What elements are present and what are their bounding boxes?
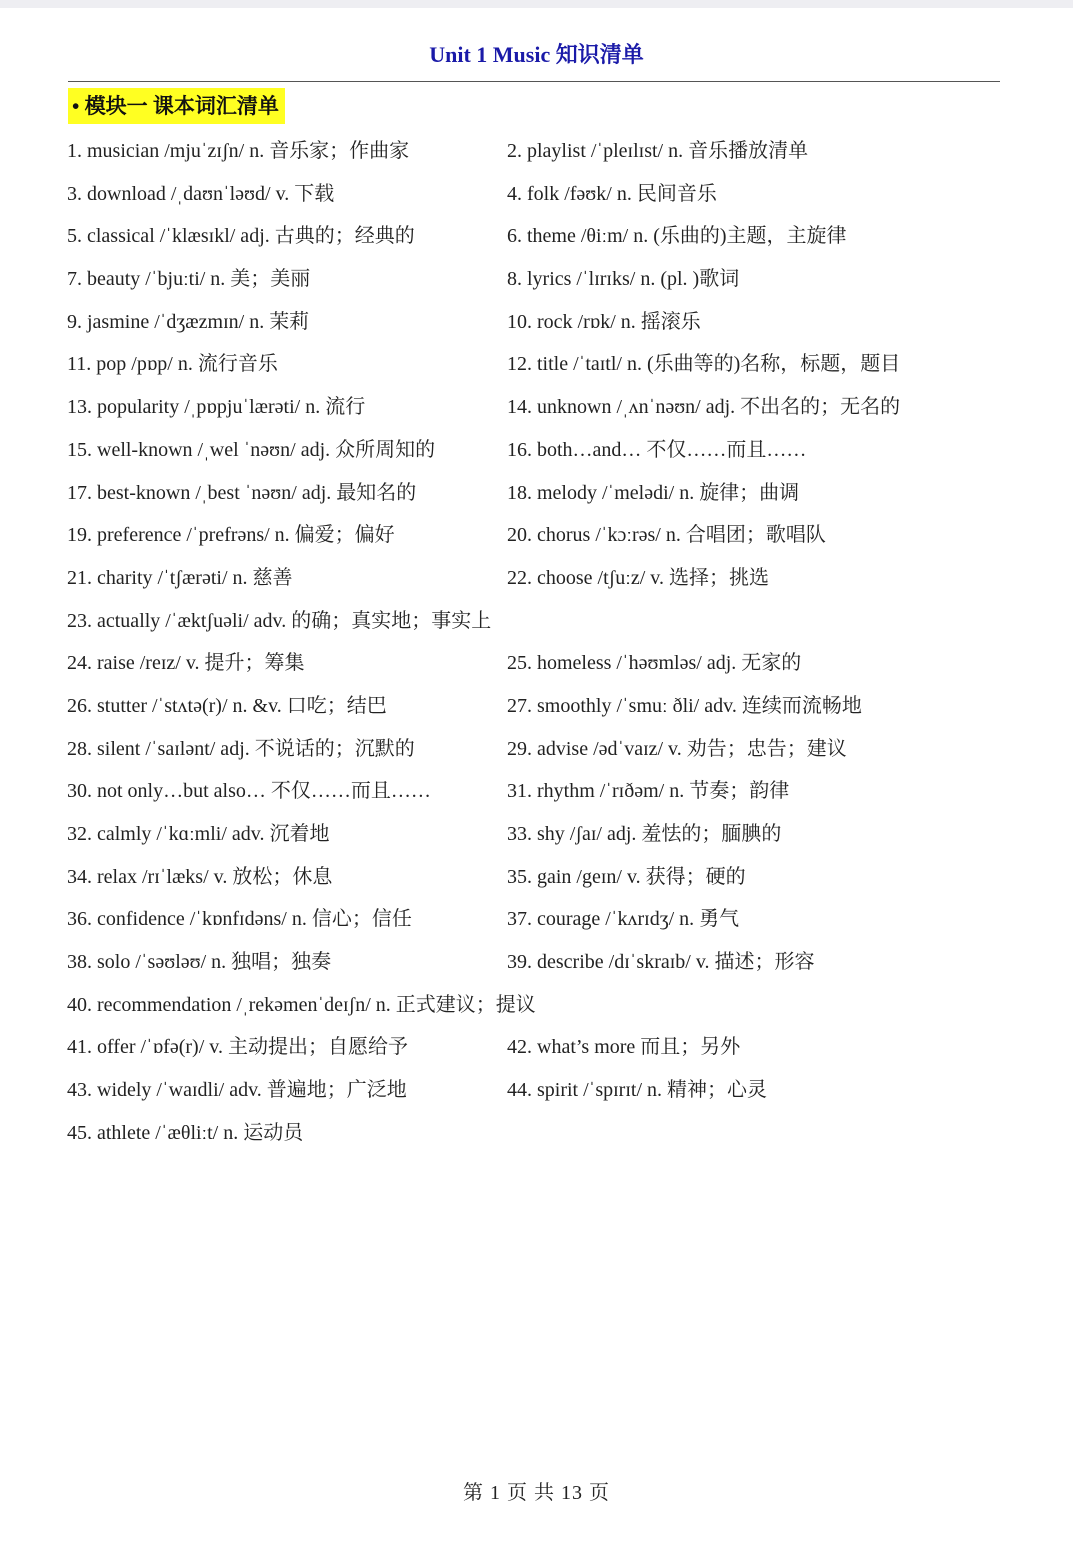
page-footer: 第 1 页 共 13 页 xyxy=(463,1482,610,1504)
vocab-entry-left: 21. charity /ˈtʃærəti/ n. 慈善 xyxy=(67,566,293,589)
vocab-entry-left: 1. musician /mjuˈzɪʃn/ n. 音乐家；作曲家 xyxy=(67,140,410,162)
vocab-row xyxy=(67,429,1007,472)
vocab-entry-right: 22. choose /tʃuːz/ v. 选择；挑选 xyxy=(507,566,770,589)
vocab-row xyxy=(67,258,1007,301)
vocab-entry-right: 18. melody /ˈmelədi/ n. 旋律；曲调 xyxy=(507,481,800,504)
title-divider xyxy=(68,81,1000,82)
vocab-entry-left: 32. calmly /ˈkɑːmli/ adv. 沉着地 xyxy=(67,823,330,845)
vocab-entry-right: 37. courage /ˈkʌrɪdʒ/ n. 勇气 xyxy=(507,908,740,931)
vocab-entry-left: 41. offer /ˈɒfə(r)/ v. 主动提出；自愿给予 xyxy=(67,1036,408,1059)
vocab-row xyxy=(67,600,1007,643)
vocab-entry-left: 24. raise /reɪz/ v. 提升；筹集 xyxy=(67,652,305,675)
vocab-row xyxy=(67,301,1007,344)
vocab-entry-right: 35. gain /geɪn/ v. 获得；硬的 xyxy=(507,865,746,888)
vocab-entry-right: 2. playlist /ˈpleɪlɪst/ n. 音乐播放清单 xyxy=(507,140,809,162)
vocab-entry-right: 33. shy /ʃaɪ/ adj. 羞怯的；腼腆的 xyxy=(507,823,782,845)
vocab-row xyxy=(67,1026,1007,1069)
vocab-entry-left: 34. relax /rɪˈlæks/ v. 放松；休息 xyxy=(67,865,333,888)
section-heading: • 模块一 课本词汇清单 xyxy=(68,88,285,124)
vocab-row xyxy=(67,173,1007,216)
vocab-entry-left: 11. pop /pɒp/ n. 流行音乐 xyxy=(67,353,278,376)
vocab-entry-left: 15. well-known /ˌwel ˈnəʊn/ adj. 众所周知的 xyxy=(67,438,436,461)
vocab-entry-right: 8. lyrics /ˈlɪrɪks/ n. (pl. )歌词 xyxy=(507,268,740,291)
vocab-entry-right: 12. title /ˈtaɪtl/ n. (乐曲等的)名称，标题，题目 xyxy=(507,353,901,376)
vocab-row xyxy=(67,856,1007,899)
vocab-entry-left: 36. confidence /ˈkɒnfɪdəns/ n. 信心；信任 xyxy=(67,908,412,931)
vocab-entry-right: 29. advise /ədˈvaɪz/ v. 劝告；忠告；建议 xyxy=(507,737,847,760)
vocab-entry-right: 25. homeless /ˈhəʊmləs/ adj. 无家的 xyxy=(507,652,802,675)
vocab-row xyxy=(67,728,1007,771)
vocab-entry-right: 10. rock /rɒk/ n. 摇滚乐 xyxy=(507,310,701,333)
vocab-entry-right: 39. describe /dɪˈskraɪb/ v. 描述；形容 xyxy=(507,951,815,974)
vocab-row xyxy=(67,215,1007,258)
vocab-row xyxy=(67,941,1007,984)
vocabulary-list xyxy=(67,130,1007,1155)
vocab-entry-left: 7. beauty /ˈbjuːti/ n. 美；美丽 xyxy=(67,268,311,291)
vocab-entry-right: 16. both…and… 不仅……而且…… xyxy=(507,438,807,461)
vocab-entry-right: 6. theme /θiːm/ n. (乐曲的)主题，主旋律 xyxy=(507,225,847,248)
vocab-row xyxy=(67,386,1007,429)
vocab-row xyxy=(67,514,1007,557)
vocab-entry-left: 3. download /ˌdaʊnˈləʊd/ v. 下载 xyxy=(67,182,335,205)
vocab-entry-left: 40. recommendation /ˌrekəmenˈdeɪʃn/ n. 正式建议；提议 xyxy=(67,993,536,1016)
vocab-entry-left: 28. silent /ˈsaɪlənt/ adj. 不说话的；沉默的 xyxy=(67,737,415,760)
vocab-entry-left: 45. athlete /ˈæθliːt/ n. 运动员 xyxy=(67,1121,304,1144)
top-strip xyxy=(0,0,1073,8)
vocab-entry-left: 19. preference /ˈprefrəns/ n. 偏爱；偏好 xyxy=(67,524,395,547)
vocab-entry-right: 31. rhythm /ˈrɪðəm/ n. 节奏；韵律 xyxy=(507,780,790,803)
vocab-row xyxy=(67,343,1007,386)
vocab-row xyxy=(67,685,1007,728)
vocab-entry-right: 42. what’s more 而且；另外 xyxy=(507,1036,741,1059)
vocab-entry-right: 4. folk /fəʊk/ n. 民间音乐 xyxy=(507,182,717,205)
vocab-entry-left: 13. popularity /ˌpɒpjuˈlærəti/ n. 流行 xyxy=(67,396,366,419)
vocab-entry-left: 23. actually /ˈæktʃuəli/ adv. 的确；真实地；事实上 xyxy=(67,609,492,632)
vocab-row xyxy=(67,130,1007,173)
vocab-row xyxy=(67,472,1007,515)
vocab-entry-right: 27. smoothly /ˈsmuː ðli/ adv. 连续而流畅地 xyxy=(507,694,862,717)
vocab-row xyxy=(67,642,1007,685)
vocab-row xyxy=(67,557,1007,600)
vocab-entry-left: 43. widely /ˈwaɪdli/ adv. 普遍地；广泛地 xyxy=(67,1079,407,1102)
vocab-row xyxy=(67,1112,1007,1155)
vocab-entry-right: 14. unknown /ˌʌnˈnəʊn/ adj. 不出名的；无名的 xyxy=(507,396,901,419)
vocab-entry-left: 38. solo /ˈsəʊləʊ/ n. 独唱；独奏 xyxy=(67,951,332,974)
vocab-entry-left: 26. stutter /ˈstʌtə(r)/ n. &v. 口吃；结巴 xyxy=(67,694,387,717)
vocab-entry-left: 9. jasmine /ˈdʒæzmɪn/ n. 茉莉 xyxy=(67,310,310,333)
vocab-entry-left: 5. classical /ˈklæsɪkl/ adj. 古典的；经典的 xyxy=(67,225,415,248)
vocab-row xyxy=(67,1069,1007,1112)
page-title: Unit 1 Music 知识清单 xyxy=(429,42,644,67)
vocab-row xyxy=(67,770,1007,813)
vocab-row xyxy=(67,898,1007,941)
vocab-entry-left: 17. best-known /ˌbest ˈnəʊn/ adj. 最知名的 xyxy=(67,481,417,504)
vocab-row xyxy=(67,984,1007,1027)
vocab-entry-right: 20. chorus /ˈkɔːrəs/ n. 合唱团；歌唱队 xyxy=(507,524,826,547)
vocab-row xyxy=(67,813,1007,856)
vocab-entry-left: 30. not only…but also… 不仅……而且…… xyxy=(67,780,431,803)
vocab-entry-right: 44. spirit /ˈspɪrɪt/ n. 精神；心灵 xyxy=(507,1079,767,1102)
